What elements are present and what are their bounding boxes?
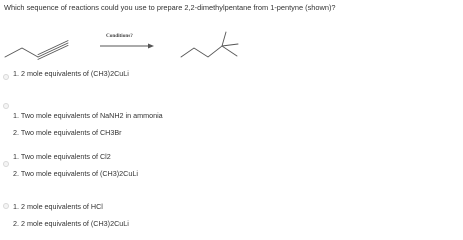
option-4[interactable] [0, 186, 463, 228]
dimethylpentane-structure [181, 32, 238, 57]
option-line: 1. Two mole equivalents of Cl2 [13, 152, 111, 161]
option-line: 2. 2 mole equivalents of (CH3)2CuLi [13, 219, 129, 228]
radio-button[interactable] [3, 74, 9, 80]
reaction-arrow [100, 33, 154, 49]
option-line: 2. Two mole equivalents of CH3Br [13, 128, 122, 137]
question-text: Which sequence of reactions could you use to prepare 2,2-dimethylpentane from 1-pentyne (shown)? [4, 3, 336, 12]
radio-button[interactable] [3, 161, 9, 167]
option-line: 1. 2 mole equivalents of (CH3)2CuLi [13, 69, 129, 78]
conditions-label: Conditions? [106, 33, 133, 39]
option-line: 1. 2 mole equivalents of HCl [13, 202, 103, 211]
radio-button[interactable] [3, 103, 9, 109]
option-1[interactable] [0, 60, 463, 82]
option-2[interactable] [0, 82, 463, 137]
option-line: 1. Two mole equivalents of NaNH2 in ammonia [13, 111, 163, 120]
option-line: 2. Two mole equivalents of (CH3)2CuLi [13, 169, 138, 178]
radio-button[interactable] [3, 203, 9, 209]
pentyne-structure [5, 41, 68, 60]
option-3[interactable] [0, 138, 463, 178]
answer-options [0, 60, 463, 228]
